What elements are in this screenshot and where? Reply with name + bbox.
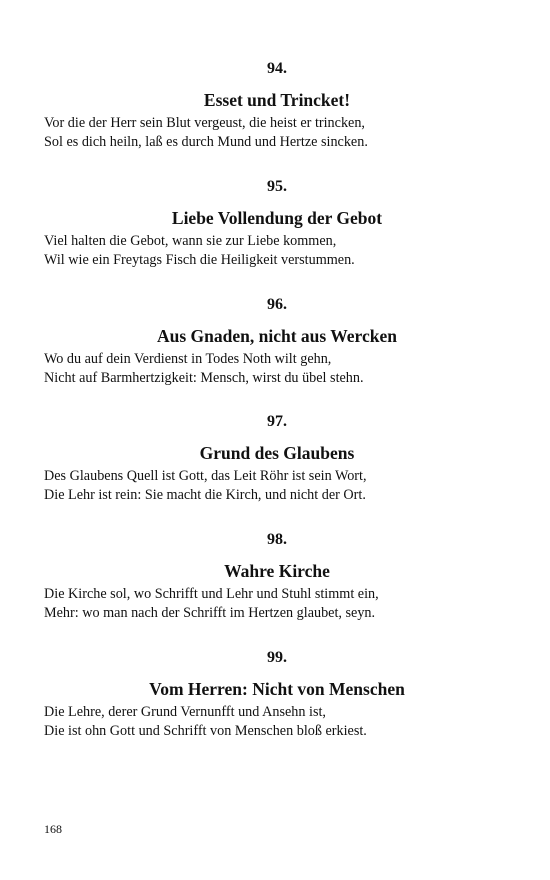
epigram-98 [44,530,510,622]
verse-line: Wo du auf dein Verdienst in Todes Noth wilt gehn, [44,351,332,367]
epigram-title: Aus Gnaden, nicht aus Wercken [156,326,398,346]
epigram-title: Liebe Vollendung der Gebot [171,208,383,228]
epigram-number: 99. [267,649,287,666]
verse-line: Nicht auf Barmhertzigkeit: Mensch, wirst du übel stehn. [44,369,364,386]
epigram-title: Esset und Trincket! [203,90,351,110]
page-number: 168 [44,822,62,836]
epigram-title: Wahre Kirche [224,561,330,581]
epigram-99 [44,648,510,740]
verse-line: Die Lehre, derer Grund Vernunfft und Ansehn ist, [44,704,326,720]
verse-line: Viel halten die Gebot, wann sie zur Liebe kommen, [44,233,337,249]
epigram-number: 94. [267,60,287,77]
verse-line: Die ist ohn Gott und Schrifft von Menschen bloß erkiest. [44,722,367,739]
epigram-number: 97. [267,413,287,430]
verse-line: Des Glaubens Quell ist Gott, das Leit Röhr ist sein Wort, [44,468,367,484]
epigram-94 [44,59,510,151]
verse-line: Die Kirche sol, wo Schrifft und Lehr und Stuhl stimmt ein, [44,586,379,602]
epigram-96 [44,295,510,387]
epigram-number: 96. [267,296,287,313]
epigram-number: 98. [267,531,287,548]
verse-line: Mehr: wo man nach der Schrifft im Hertzen glaubet, seyn. [44,604,376,621]
verse-line: Die Lehr ist rein: Sie macht die Kirch, und nicht der Ort. [44,486,366,503]
epigram-title: Grund des Glaubens [199,443,355,463]
verse-line: Vor die der Herr sein Blut vergeust, die heist er trincken, [44,115,365,131]
verse-line: Wil wie ein Freytags Fisch die Heiligkeit verstummen. [44,251,355,268]
epigram-97 [44,412,510,504]
epigram-95 [44,177,510,269]
epigram-number: 95. [267,178,287,195]
verse-line: Sol es dich heiln, laß es durch Mund und Hertze sincken. [44,133,368,150]
epigram-title: Vom Herren: Nicht von Menschen [149,679,405,699]
